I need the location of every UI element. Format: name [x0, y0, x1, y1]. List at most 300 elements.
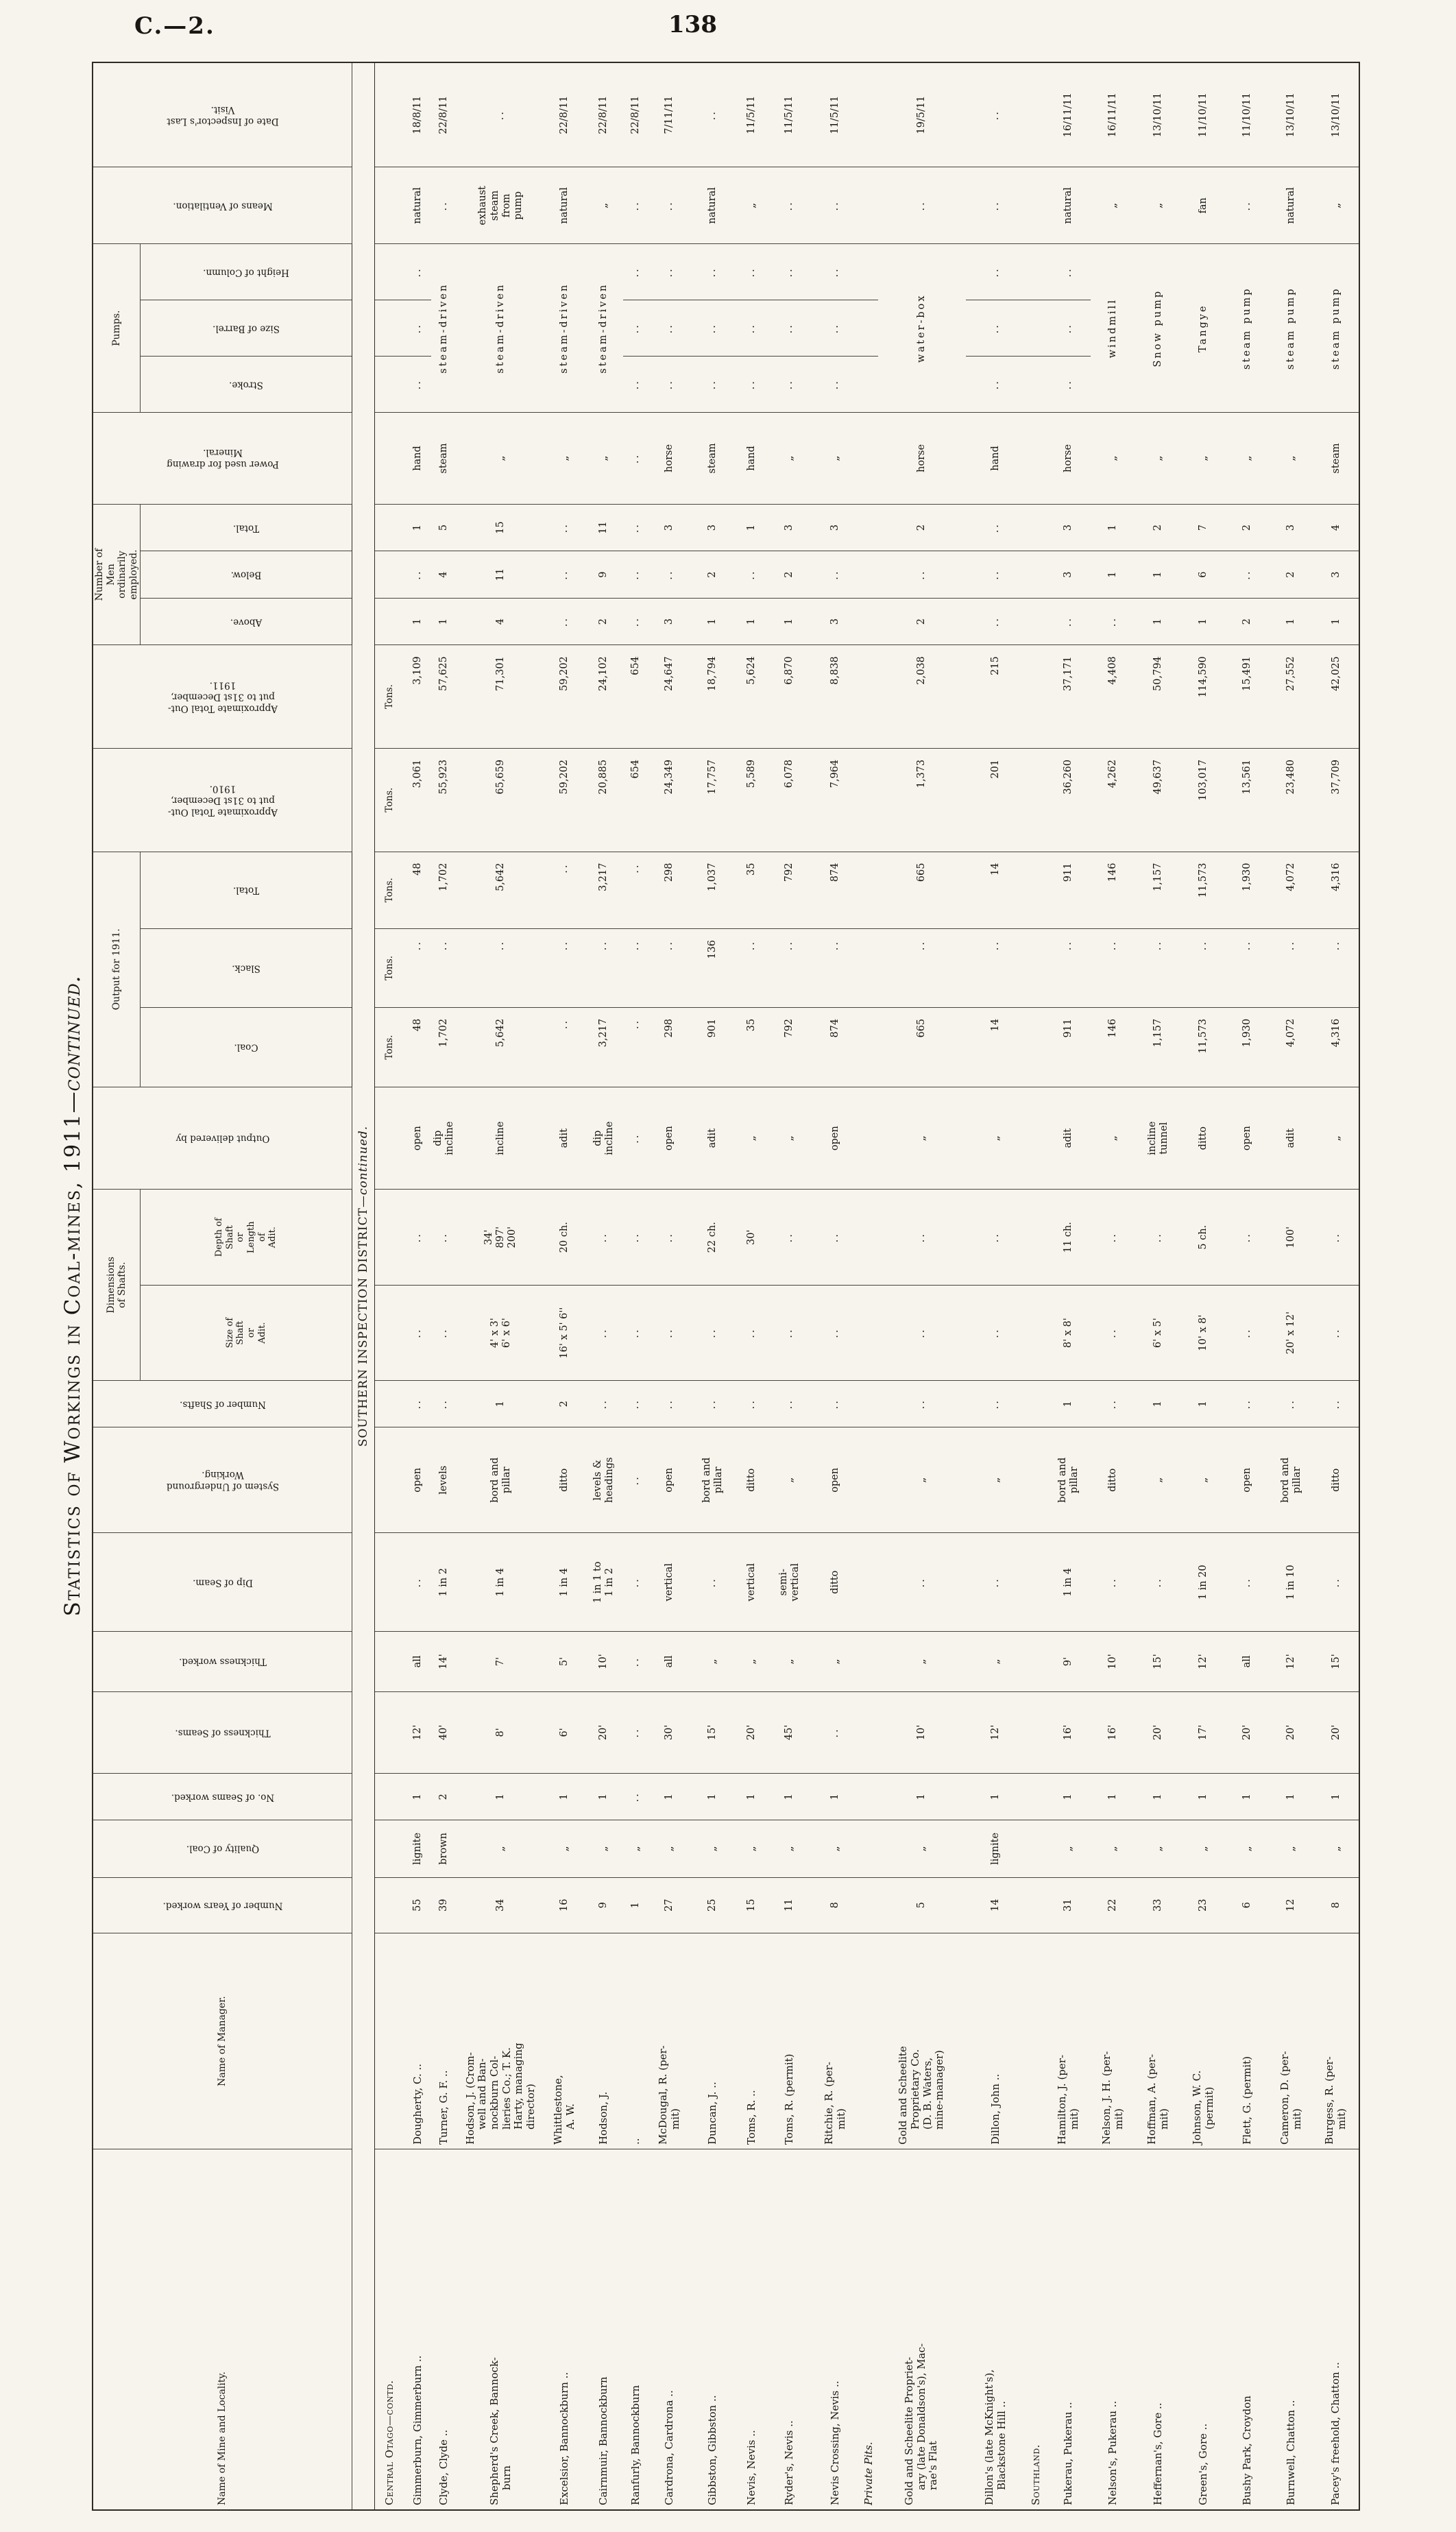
cell-total-1911: 37,171: [1047, 645, 1091, 749]
col-subheader-height: [141, 244, 352, 300]
cell-output-total: 3,217: [585, 852, 623, 928]
col-header-dip: [93, 1533, 352, 1632]
empty-cell-dots: ..: [784, 378, 795, 390]
empty-cell-dots: ..: [829, 1232, 841, 1243]
cell-dip: [690, 1533, 736, 1632]
cell-ventilation: [1226, 167, 1269, 244]
cell-delivered-by: [768, 1087, 811, 1190]
col-header-date: [93, 62, 352, 167]
cell-pump-barrel: [405, 300, 431, 357]
cell-output-slack: [768, 928, 811, 1007]
mine-row: [966, 62, 1026, 2510]
cell-manager: Johnson, W. C. (permit): [1181, 1933, 1226, 2149]
cell-delivered-by: open: [1226, 1087, 1269, 1190]
cell-inspection-date: 11/5/11: [811, 62, 860, 167]
cell-shaft-count: [878, 1381, 966, 1427]
cell-output-total: 5,642: [457, 852, 545, 928]
cell-inspection-date: 22/8/11: [545, 62, 585, 167]
cell-thickness-worked: [736, 1632, 768, 1691]
col-header-nseams-label: No. of Seams worked.: [171, 1792, 274, 1803]
col-header-y1911: [93, 645, 352, 749]
ditto-mark: „: [828, 1659, 842, 1665]
cell-system: ditto: [1314, 1427, 1359, 1533]
cell-dip: semi- vertical: [768, 1533, 811, 1632]
cell-shaft-size: [878, 1286, 966, 1381]
cell-mine-name: Heffernan's, Gore ..: [1136, 2149, 1181, 2510]
empty-cell-dots: ..: [1152, 1577, 1164, 1588]
mine-row: [405, 62, 431, 2510]
cell-seam-thickness: 45': [768, 1691, 811, 1773]
cell-coal-quality: [545, 1820, 585, 1877]
empty-cell-dots: ..: [630, 522, 642, 533]
empty-cell-dots: ..: [829, 200, 841, 211]
col-header-seams: [93, 1691, 352, 1773]
cell-shaft-depth: [1091, 1190, 1136, 1286]
cell-inspection-date: [690, 62, 736, 167]
cell-men-below: 1: [1091, 551, 1136, 598]
cell-dip: 1 in 10: [1269, 1533, 1314, 1632]
cell-seam-thickness: 6': [545, 1691, 585, 1773]
empty-cell-dots: ..: [664, 1232, 675, 1243]
col-subheader-depth: Depth of Shaft or Length of Adit.: [141, 1190, 352, 1286]
ditto-mark: „: [1196, 455, 1210, 461]
ditto-mark: „: [557, 455, 571, 461]
empty-cell-dots: ..: [664, 378, 675, 390]
cell-pump-stroke: [623, 357, 649, 413]
empty-cell-dots: ..: [1241, 1399, 1253, 1410]
cell-men-above: 2: [878, 598, 966, 644]
cell-shaft-depth: 20 ch.: [545, 1190, 585, 1286]
cell-years-worked: 1: [623, 1877, 649, 1933]
empty-cell-dots: ..: [598, 1232, 609, 1243]
cell-pump-stroke: [966, 357, 1026, 413]
cell-mine-name: Pukerau, Pukerau ..: [1047, 2149, 1091, 2510]
cell-seams-worked: 1: [1269, 1774, 1314, 1820]
cell-coal-quality: [736, 1820, 768, 1877]
cell-men-below: 11: [457, 551, 545, 598]
empty-cell-dots: ..: [990, 378, 1002, 390]
cell-men-total: 3: [649, 504, 690, 551]
cell-total-1911: 24,647: [649, 645, 690, 749]
empty-cell-dots: ..: [1107, 1399, 1119, 1410]
cell-drawing-power: hand: [736, 413, 768, 505]
cell-drawing-power: [1136, 413, 1181, 505]
cell-ventilation: [966, 167, 1026, 244]
cell-thickness-worked: 15': [1314, 1632, 1359, 1691]
mine-row: [1226, 62, 1269, 2510]
empty-cell-dots: ..: [990, 522, 1002, 533]
cell-seams-worked: 1: [649, 1774, 690, 1820]
cell-drawing-power: hand: [966, 413, 1026, 505]
cell-output-slack: [1047, 928, 1091, 1007]
empty-cell-dots: ..: [746, 1327, 757, 1338]
cell-system: ditto: [545, 1427, 585, 1533]
empty-cell-dots: ..: [630, 1399, 642, 1410]
cell-men-above: 1: [405, 598, 431, 644]
col-subheader-below-label: Below.: [230, 569, 262, 581]
empty-cell-dots: ..: [438, 1327, 450, 1338]
cell-years-worked: 15: [736, 1877, 768, 1933]
col-subheader-above-label: Above.: [230, 616, 263, 627]
cell-men-total: 4: [1314, 504, 1359, 551]
cell-shaft-size: [690, 1286, 736, 1381]
section-label: Private Pits.: [860, 2149, 878, 2510]
cell-dip: [405, 1533, 431, 1632]
mine-row: [1269, 62, 1314, 2510]
cell-coal-quality: brown: [431, 1820, 457, 1877]
cell-shaft-size: [431, 1286, 457, 1381]
cell-drawing-power: horse: [878, 413, 966, 505]
cell-ventilation: natural: [1269, 167, 1314, 244]
cell-shaft-count: [623, 1381, 649, 1427]
cell-men-above: [1047, 598, 1091, 644]
cell-system: [1136, 1427, 1181, 1533]
cell-seams-worked: 1: [457, 1774, 545, 1820]
cell-men-above: 1: [1136, 598, 1181, 644]
ditto-mark: „: [705, 1659, 719, 1665]
cell-inspection-date: [457, 62, 545, 167]
cell-seams-worked: 1: [966, 1774, 1026, 1820]
ditto-mark: „: [782, 455, 796, 461]
cell-system: bord and pillar: [1047, 1427, 1091, 1533]
cell-shaft-depth: [649, 1190, 690, 1286]
cell-output-slack: [1226, 928, 1269, 1007]
ditto-mark: „: [1061, 1846, 1075, 1852]
cell-men-total: 3: [811, 504, 860, 551]
col-header-years: [93, 1877, 352, 1933]
empty-cell-dots: ..: [664, 267, 675, 278]
cell-delivered-by: dip incline: [431, 1087, 457, 1190]
cell-total-1911: 3,109: [405, 645, 431, 749]
cell-seams-worked: 1: [1047, 1774, 1091, 1820]
cell-pump-height: [649, 244, 690, 300]
empty-cell-dots: ..: [1241, 569, 1253, 580]
ditto-mark: „: [914, 1477, 928, 1483]
cell-delivered-by: incline: [457, 1087, 545, 1190]
cell-shaft-depth: 11 ch.: [1047, 1190, 1091, 1286]
empty-cell-dots: ..: [1107, 616, 1119, 627]
empty-cell-dots: ..: [630, 200, 642, 211]
cell-shaft-depth: 34' 897' 200': [457, 1190, 545, 1286]
cell-years-worked: 8: [811, 1877, 860, 1933]
empty-cell-dots: ..: [630, 323, 642, 334]
cell-men-below: [878, 551, 966, 598]
cell-shaft-count: 1: [457, 1381, 545, 1427]
cell-output-total: 1,702: [431, 852, 457, 928]
col-header-name: Name of Mine and Locality.: [93, 2149, 352, 2510]
cell-pumps: steam-driven: [545, 244, 585, 413]
empty-cell-dots: ..: [664, 1399, 675, 1410]
cell-men-below: 2: [1269, 551, 1314, 598]
empty-cell-dots: ..: [916, 1327, 927, 1338]
cell-total-1911: 24,102: [585, 645, 623, 749]
col-subheader-size: Size of Shaft or Adit.: [141, 1286, 352, 1381]
cell-manager: Cameron, D. (per- mit): [1269, 1933, 1314, 2149]
cell-mine-name: Gold and Scheelite Propriet- ary (late Donaldson's), Mac- rae's Flat: [878, 2149, 966, 2510]
cell-output-slack: [545, 928, 585, 1007]
empty-cell-dots: ..: [707, 1399, 718, 1410]
cell-men-total: 7: [1181, 504, 1226, 551]
cell-shaft-size: [405, 1286, 431, 1381]
empty-cell-dots: ..: [412, 378, 424, 390]
cell-output-total: 911: [1047, 852, 1091, 928]
empty-cell-dots: ..: [829, 939, 841, 951]
cell-coal-quality: [649, 1820, 690, 1877]
cell-output-coal: 146: [1091, 1007, 1136, 1087]
cell-total-1911: 50,794: [1136, 645, 1181, 749]
empty-cell-dots: ..: [1063, 616, 1074, 627]
section-row: [1026, 62, 1047, 2510]
cell-mine-name: Green's, Gore ..: [1181, 2149, 1226, 2510]
cell-total-1911: 2,038: [878, 645, 966, 749]
cell-men-above: 2: [585, 598, 623, 644]
cell-dip: [966, 1533, 1026, 1632]
empty-cell-dots: ..: [630, 1727, 642, 1738]
cell-manager: Nelson, J. H. (per- mit): [1091, 1933, 1136, 2149]
empty-cell-dots: ..: [630, 1133, 642, 1144]
empty-cell-dots: ..: [1241, 1577, 1253, 1588]
cell-output-coal: [545, 1007, 585, 1087]
cell-pump-stroke: [1047, 357, 1091, 413]
cell-shaft-size: [1091, 1286, 1136, 1381]
cell-output-coal: 1,702: [431, 1007, 457, 1087]
cell-output-total: 48: [405, 852, 431, 928]
empty-cell-dots: ..: [630, 1327, 642, 1338]
cell-system: open: [1226, 1427, 1269, 1533]
cell-ventilation: [1136, 167, 1181, 244]
cell-shaft-depth: [1136, 1190, 1181, 1286]
empty-cell-dots: ..: [412, 267, 424, 278]
cell-total-1910: 65,659: [457, 748, 545, 852]
cell-shaft-count: 1: [1181, 1381, 1226, 1427]
cell-shaft-depth: 22 ch.: [690, 1190, 736, 1286]
cell-total-1910: 654: [623, 748, 649, 852]
cell-delivered-by: adit: [545, 1087, 585, 1190]
empty-cell-dots: ..: [630, 863, 642, 873]
cell-pump-height: [768, 244, 811, 300]
ditto-mark: „: [1151, 1477, 1165, 1483]
cell-men-total: [966, 504, 1026, 551]
cell-ventilation: [1091, 167, 1136, 244]
col-subheader-coal: [141, 1007, 352, 1087]
cell-output-slack: [736, 928, 768, 1007]
cell-total-1910: 3,061: [405, 748, 431, 852]
cell-seam-thickness: 40': [431, 1691, 457, 1773]
cell-total-1911: 57,625: [431, 645, 457, 749]
empty-cell-dots: ..: [1152, 939, 1164, 951]
cell-men-total: 1: [736, 504, 768, 551]
ditto-mark: „: [988, 1477, 1002, 1483]
col-subheader-total-label: Total.: [232, 884, 260, 896]
empty-cell-dots: ..: [438, 1232, 450, 1243]
cell-total-1911: 27,552: [1269, 645, 1314, 749]
cell-shaft-depth: [431, 1190, 457, 1286]
ditto-mark: „: [494, 1846, 507, 1852]
cell-men-below: [545, 551, 585, 598]
cell-shaft-depth: [1226, 1190, 1269, 1286]
ditto-mark: „: [782, 1846, 796, 1852]
cell-coal-quality: [1091, 1820, 1136, 1877]
ditto-mark: „: [1328, 202, 1342, 208]
mine-row: [545, 62, 585, 2510]
cell-drawing-power: [811, 413, 860, 505]
cell-delivered-by: ditto: [1181, 1087, 1226, 1190]
ditto-mark: „: [988, 1135, 1002, 1142]
cell-coal-quality: lignite: [405, 1820, 431, 1877]
mine-row: [623, 62, 649, 2510]
cell-years-worked: 22: [1091, 1877, 1136, 1933]
cell-output-coal: 11,573: [1181, 1007, 1226, 1087]
empty-cell-dots: ..: [990, 267, 1002, 278]
empty-cell-dots: ..: [829, 378, 841, 390]
cell-manager: Duncan, J. ..: [690, 1933, 736, 2149]
ditto-mark: „: [914, 1659, 928, 1665]
cell-delivered-by: incline tunnel: [1136, 1087, 1181, 1190]
empty-cell-dots: ..: [707, 1577, 718, 1588]
cell-shaft-size: [736, 1286, 768, 1381]
ditto-mark: „: [1151, 1846, 1165, 1852]
unit-label: Tons.: [375, 1007, 405, 1087]
col-subheader-stroke-label: Stroke.: [229, 379, 263, 391]
cell-mine-name: Ranfurly, Bannockburn: [623, 2149, 649, 2510]
col-header-worked: [93, 1632, 352, 1691]
empty-cell-dots: ..: [990, 1577, 1002, 1588]
cell-mine-name: Nevis, Nevis ..: [736, 2149, 768, 2510]
section-row: [860, 62, 878, 2510]
cell-shaft-count: [1226, 1381, 1269, 1427]
cell-output-coal: 35: [736, 1007, 768, 1087]
cell-dip: 1 in 4: [545, 1533, 585, 1632]
empty-cell-dots: ..: [746, 569, 757, 580]
empty-cell-dots: ..: [829, 1327, 841, 1338]
mine-row: [1136, 62, 1181, 2510]
cell-thickness-worked: 12': [1269, 1632, 1314, 1691]
cell-shaft-size: 10' x 8': [1181, 1286, 1226, 1381]
empty-cell-dots: ..: [1063, 378, 1074, 390]
empty-cell-dots: ..: [990, 569, 1002, 580]
empty-cell-dots: ..: [1063, 323, 1074, 334]
cell-output-slack: [1269, 928, 1314, 1007]
unit-label: Tons.: [375, 852, 405, 928]
cell-output-total: [545, 852, 585, 928]
empty-cell-dots: ..: [630, 1577, 642, 1588]
cell-pump-barrel: [966, 300, 1026, 357]
cell-output-total: 792: [768, 852, 811, 928]
empty-cell-dots: ..: [990, 1399, 1002, 1410]
cell-inspection-date: 13/10/11: [1136, 62, 1181, 167]
col-header-power-label: Power used for drawing Mineral.: [166, 447, 279, 470]
cell-total-1911: 71,301: [457, 645, 545, 749]
cell-manager: McDougal, R. (per- mit): [649, 1933, 690, 2149]
cell-manager: Hamilton, J. (per- mit): [1047, 1933, 1091, 2149]
empty-cell-dots: ..: [829, 569, 841, 580]
cell-men-above: [1091, 598, 1136, 644]
cell-men-above: [966, 598, 1026, 644]
col-subheader-slack-label: Slack.: [232, 963, 260, 974]
cell-drawing-power: steam: [690, 413, 736, 505]
cell-ventilation: natural: [405, 167, 431, 244]
cell-system: open: [405, 1427, 431, 1533]
cell-output-total: 874: [811, 852, 860, 928]
cell-drawing-power: [623, 413, 649, 505]
cell-output-total: 1,157: [1136, 852, 1181, 928]
empty-cell-dots: ..: [598, 1327, 609, 1338]
empty-cell-dots: ..: [746, 1399, 757, 1410]
ditto-mark: „: [1328, 1846, 1342, 1852]
cell-shaft-depth: [1314, 1190, 1359, 1286]
ditto-mark: „: [782, 1659, 796, 1665]
empty-cell-dots: ..: [630, 939, 642, 951]
ditto-mark: „: [494, 455, 507, 461]
cell-total-1911: 42,025: [1314, 645, 1359, 749]
cell-drawing-power: horse: [1047, 413, 1091, 505]
col-header-date-label: Date of Inspector's Last Visit.: [166, 104, 279, 127]
cell-dip: vertical: [736, 1533, 768, 1632]
cell-total-1910: 1,373: [878, 748, 966, 852]
cell-manager: Hodson, J. (Crom- well and Ban- nockburn Col- lieries Co.; T. K. Harty, managing director): [457, 1933, 545, 2149]
cell-shaft-depth: [878, 1190, 966, 1286]
cell-men-total: [623, 504, 649, 551]
col-subheader-below: [141, 551, 352, 598]
cell-drawing-power: [1226, 413, 1269, 505]
empty-cell-dots: ..: [746, 939, 757, 951]
cell-ventilation: [623, 167, 649, 244]
cell-men-above: 1: [736, 598, 768, 644]
cell-ventilation: [811, 167, 860, 244]
cell-men-below: 1: [1136, 551, 1181, 598]
cell-years-worked: 39: [431, 1877, 457, 1933]
section-label: Southland.: [1026, 2149, 1047, 2510]
empty-cell-dots: ..: [829, 1727, 841, 1738]
cell-shaft-depth: [623, 1190, 649, 1286]
cell-output-coal: 911: [1047, 1007, 1091, 1087]
cell-delivered-by: [736, 1087, 768, 1190]
cell-years-worked: 9: [585, 1877, 623, 1933]
cell-shaft-depth: 5 ch.: [1181, 1190, 1226, 1286]
empty-cell-dots: ..: [707, 1327, 718, 1338]
cell-drawing-power: hand: [405, 413, 431, 505]
col-subheader-stroke: [141, 357, 352, 413]
cell-men-above: 1: [1181, 598, 1226, 644]
mine-row: [736, 62, 768, 2510]
cell-men-below: 6: [1181, 551, 1226, 598]
cell-drawing-power: [545, 413, 585, 505]
empty-cell-dots: ..: [990, 200, 1002, 211]
empty-cell-dots: ..: [1107, 1327, 1119, 1338]
empty-cell-dots: ..: [990, 323, 1002, 334]
empty-cell-dots: ..: [412, 1577, 424, 1588]
cell-pump-stroke: [736, 357, 768, 413]
mine-row: [1314, 62, 1359, 2510]
cell-dip: [1314, 1533, 1359, 1632]
unit-label: Tons.: [375, 928, 405, 1007]
cell-total-1910: 13,561: [1226, 748, 1269, 852]
col-header-manager: Name of Manager.: [93, 1933, 352, 2149]
cell-coal-quality: [1314, 1820, 1359, 1877]
cell-men-total: 2: [1136, 504, 1181, 551]
mine-row: [1047, 62, 1091, 2510]
cell-years-worked: 23: [1181, 1877, 1226, 1933]
cell-delivered-by: [623, 1087, 649, 1190]
ditto-mark: „: [914, 1135, 928, 1142]
cell-pump-height: [623, 244, 649, 300]
empty-cell-dots: ..: [438, 939, 450, 951]
cell-pump-stroke: [768, 357, 811, 413]
cell-seam-thickness: 8': [457, 1691, 545, 1773]
cell-men-below: 3: [1047, 551, 1091, 598]
cell-drawing-power: horse: [649, 413, 690, 505]
cell-manager: Whittlestone, A. W.: [545, 1933, 585, 2149]
